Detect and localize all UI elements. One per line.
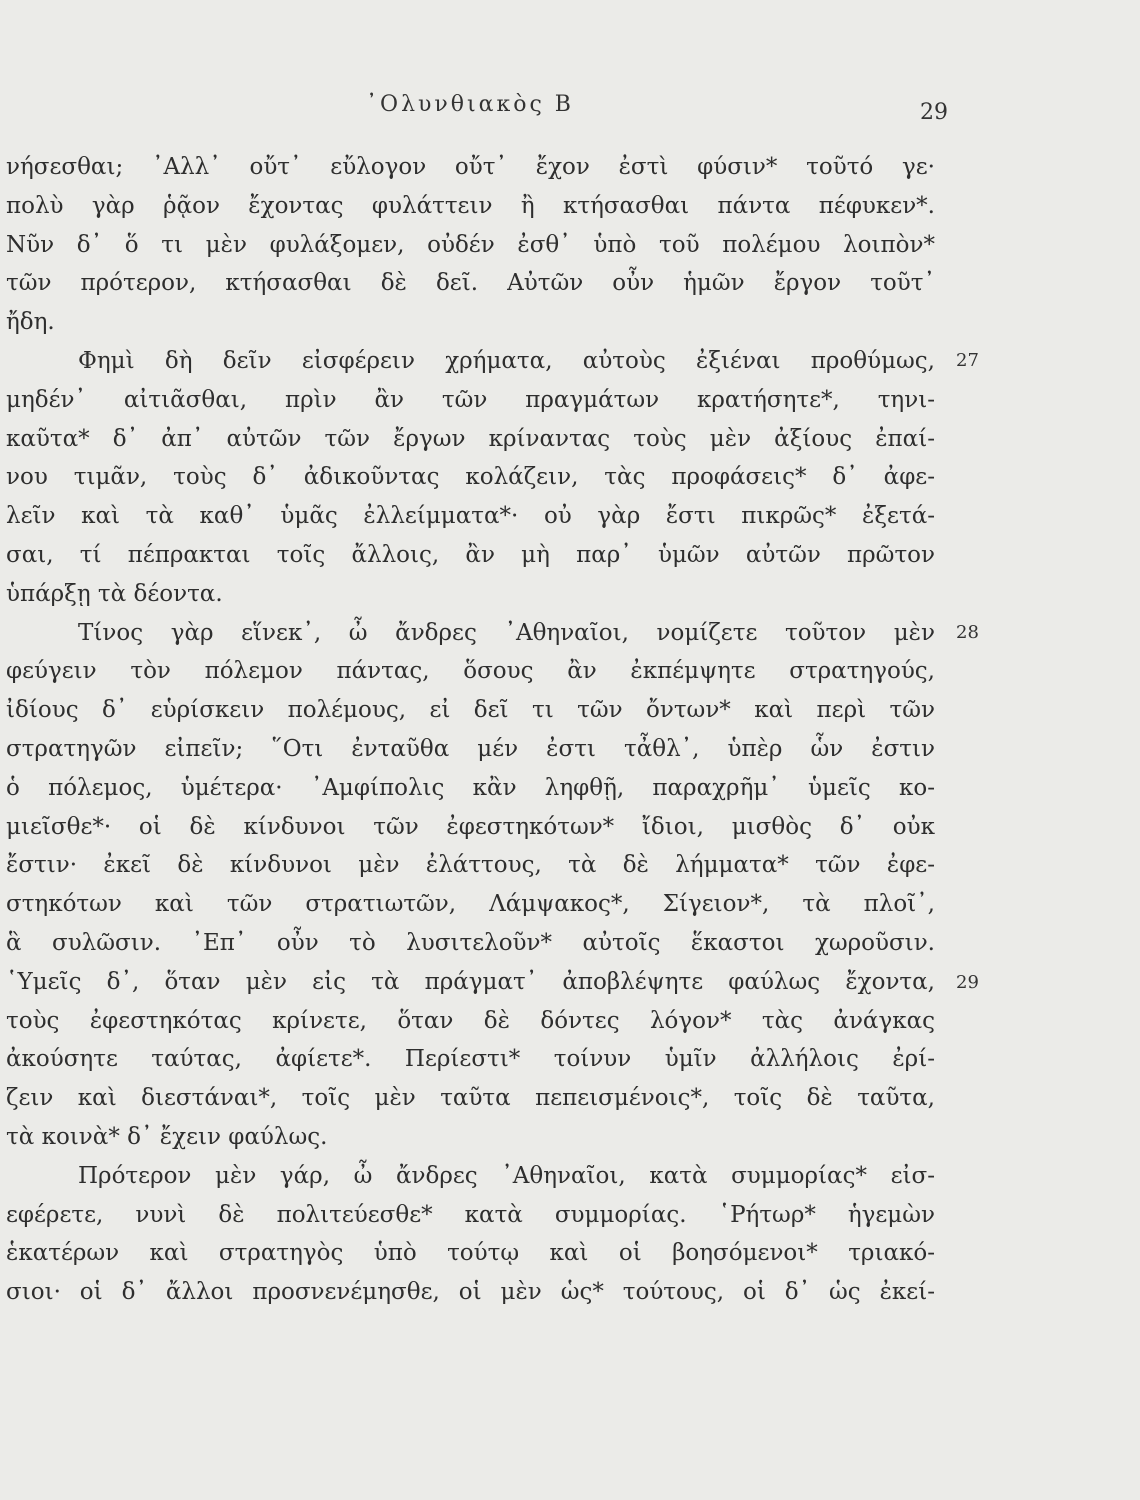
text-line: νου τιμᾶν, τοὺς δ᾿ ἀδικοῦντας κολάζειν, τὰς προφάσεις* δ᾿ ἀφε- xyxy=(6,464,935,491)
text-line: τὰ κοινὰ* δ᾿ ἔχειν φαύλως. xyxy=(6,1123,328,1150)
text-line: Τίνος γὰρ εἵνεκ᾿, ὦ ἄνδρες ᾿Αθηναῖοι, νομίζετε τοῦτον μὲν xyxy=(78,619,935,646)
text-line: ἑκατέρων καὶ στρατηγὸς ὑπὸ τούτῳ καὶ οἱ βοησόμενοι* τριακό- xyxy=(6,1240,935,1267)
text-line: πολὺ γὰρ ῥᾷον ἔχοντας φυλάττειν ἢ κτήσασθαι πάντα πέφυκεν*. xyxy=(6,192,935,219)
text-line: ἃ συλῶσιν. ᾿Επ᾿ οὖν τὸ λυσιτελοῦν* αὐτοῖς ἕκαστοι χωροῦσιν. xyxy=(6,929,935,956)
text-line: ὁ πόλεμος, ὑμέτερα· ᾿Αμφίπολις κἂν ληφθῇ, παραχρῆμ᾿ ὑμεῖς κο- xyxy=(6,774,935,801)
text-line: σαι, τί πέπρακται τοῖς ἄλλοις, ἂν μὴ παρ᾿ ὑμῶν αὐτῶν πρῶτον xyxy=(6,541,935,568)
text-line: ἰδίους δ᾿ εὑρίσκειν πολέμους, εἰ δεῖ τι τῶν ὄντων* καὶ περὶ τῶν xyxy=(6,697,935,724)
running-title: ᾿Ολυνθιακὸς Β xyxy=(366,92,574,117)
text-line: Πρότερον μὲν γάρ, ὦ ἄνδρες ᾿Αθηναῖοι, κατὰ συμμορίας* εἰσ- xyxy=(78,1162,935,1189)
text-line: καῦτα* δ᾿ ἀπ᾿ αὐτῶν τῶν ἔργων κρίναντας τοὺς μὲν ἀξίους ἐπαί- xyxy=(6,425,935,452)
page-number: 29 xyxy=(920,100,948,125)
section-number: 27 xyxy=(956,350,979,371)
text-line: στηκότων καὶ τῶν στρατιωτῶν, Λάμψακος*, Σίγειον*, τὰ πλοῖ᾿, xyxy=(6,891,935,918)
text-line: λεῖν καὶ τὰ καθ᾿ ὑμᾶς ἐλλείμματα*· οὐ γὰρ ἔστι πικρῶς* ἐξετά- xyxy=(6,503,935,530)
text-line: τῶν πρότερον, κτήσασθαι δὲ δεῖ. Αὐτῶν οὖν ἡμῶν ἔργον τοῦτ᾿ xyxy=(6,270,935,297)
section-number: 28 xyxy=(956,622,979,643)
section-number: 29 xyxy=(956,972,979,993)
text-line: ἔστιν· ἐκεῖ δὲ κίνδυνοι μὲν ἐλάττους, τὰ δὲ λήμματα* τῶν ἐφε- xyxy=(6,852,935,879)
text-line: ἤδη. xyxy=(6,309,55,336)
text-line: νήσεσθαι; ᾿Αλλ᾿ οὔτ᾿ εὔλογον οὔτ᾿ ἔχον ἐστὶ φύσιν* τοῦτό γε· xyxy=(6,154,935,180)
text-line: Φημὶ δὴ δεῖν εἰσφέρειν χρήματα, αὐτοὺς ἐξιέναι προθύμως, xyxy=(78,347,935,374)
text-line: ῾Υμεῖς δ᾿, ὅταν μὲν εἰς τὰ πράγματ᾿ ἀποβλέψητε φαύλως ἔχοντα, xyxy=(6,968,935,995)
text-line: εφέρετε, νυνὶ δὲ πολιτεύεσθε* κατὰ συμμορίας. ῾Ρήτωρ* ἡγεμὼν xyxy=(6,1201,935,1228)
text-line: μηδέν᾿ αἰτιᾶσθαι, πρὶν ἂν τῶν πραγμάτων κρατήσητε*, τηνι- xyxy=(6,386,935,413)
text-line: μιεῖσθε*· οἱ δὲ κίνδυνοι τῶν ἐφεστηκότων* ἴδιοι, μισθὸς δ᾿ οὐκ xyxy=(6,813,935,840)
text-line: φεύγειν τὸν πόλεμον πάντας, ὅσους ἂν ἐκπέμψητε στρατηγούς, xyxy=(6,658,935,685)
text-line: ἀκούσητε ταύτας, ἀφίετε*. Περίεστι* τοίνυν ὑμῖν ἀλλήλοις ἐρί- xyxy=(6,1046,935,1073)
text-line: σιοι· οἱ δ᾿ ἄλλοι προσνενέμησθε, οἱ μὲν ὡς* τούτους, οἱ δ᾿ ὡς ἐκεί- xyxy=(6,1279,935,1306)
text-line: τοὺς ἐφεστηκότας κρίνετε, ὅταν δὲ δόντες λόγον* τὰς ἀνάγκας xyxy=(6,1007,935,1034)
text-line: ὑπάρξῃ τὰ δέοντα. xyxy=(6,580,223,607)
text-line: ζειν καὶ διεστάναι*, τοῖς μὲν ταῦτα πεπεισμένοις*, τοῖς δὲ ταῦτα, xyxy=(6,1085,935,1112)
text-column xyxy=(0,148,979,1312)
text-line: στρατηγῶν εἰπεῖν; ῞Οτι ἐνταῦθα μέν ἐστι τἆθλ᾿, ὑπὲρ ὧν ἐστιν xyxy=(6,735,935,762)
text-line: Νῦν δ᾿ ὅ τι μὲν φυλάξομεν, οὐδέν ἐσθ᾿ ὑπὸ τοῦ πολέμου λοιπὸν* xyxy=(6,231,935,258)
